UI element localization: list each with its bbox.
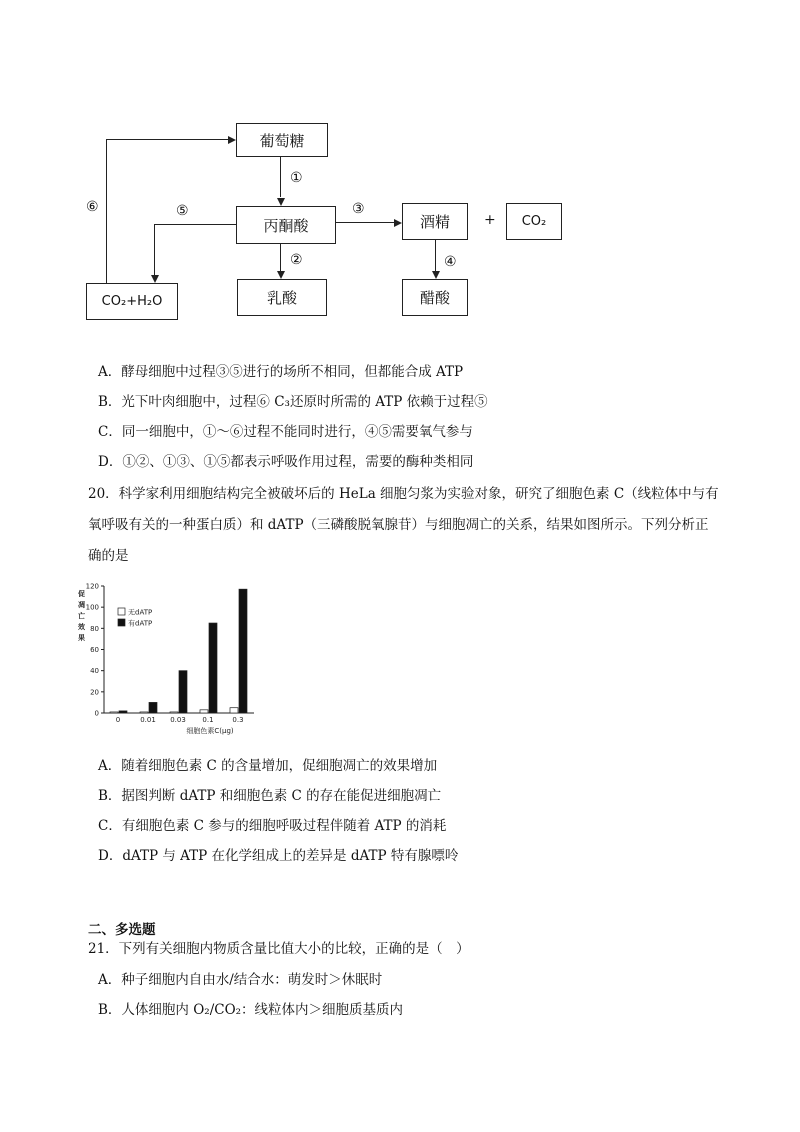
y-axis-label-char: 亡 <box>78 612 85 620</box>
x-tick-label: 0.1 <box>202 716 214 724</box>
step-4-label: ④ <box>444 254 457 270</box>
q20-stem-line1: 20．科学家利用细胞结构完全被破坏后的 HeLa 细胞匀浆为实验对象，研究了细胞色素 C（线粒体中与有 <box>88 486 719 502</box>
y-tick-label: 80 <box>90 624 99 633</box>
legend-swatch <box>118 619 125 626</box>
bar-without-datp <box>200 710 208 713</box>
bar-without-datp <box>110 712 118 713</box>
pyruvate-box: 丙酮酸 <box>236 206 336 244</box>
co2-h2o-box: CO₂+H₂O <box>86 283 178 320</box>
legend-swatch <box>118 608 125 615</box>
y-tick-label: 60 <box>90 646 99 654</box>
arrow-down-icon <box>277 271 285 279</box>
bar-with-datp <box>209 623 217 713</box>
q19-option-b: B．光下叶肉细胞中，过程⑥ C₃还原时所需的 ATP 依赖于过程⑤ <box>98 394 488 410</box>
x-tick-label: 0.01 <box>140 716 156 724</box>
q20-option-c: C．有细胞色素 C 参与的细胞呼吸过程伴随着 ATP 的消耗 <box>98 818 447 834</box>
y-tick-label: 40 <box>90 667 99 676</box>
q19-option-c: C．同一细胞中，①～⑥过程不能同时进行，④⑤需要氧气参与 <box>98 424 473 440</box>
x-tick-label: 0.3 <box>232 716 244 724</box>
y-tick-label: 0 <box>94 709 99 718</box>
y-tick-label: 100 <box>85 603 99 612</box>
section-title: 二、多选题 <box>88 922 156 938</box>
lactic-acid-box: 乳酸 <box>237 279 327 316</box>
y-tick-label: 120 <box>85 582 99 591</box>
step-5-label: ⑤ <box>176 203 189 219</box>
y-axis-label-char: 促 <box>78 590 85 598</box>
q20-stem-line2: 氧呼吸有关的一种蛋白质）和 dATP（三磷酸脱氧腺苷）与细胞凋亡的关系，结果如图所示。下列分析正 <box>88 517 709 533</box>
bar-with-datp <box>119 711 127 713</box>
x-axis-label: 细胞色素C(μg) <box>186 727 234 735</box>
arrow-right-icon <box>394 219 402 227</box>
arrow-down-icon <box>432 271 440 279</box>
apoptosis-bar-chart <box>70 576 290 736</box>
step-3-label: ③ <box>352 201 365 217</box>
step-1-label: ① <box>290 170 303 186</box>
glucose-box: 葡萄糖 <box>236 123 328 157</box>
step-2-label: ② <box>290 252 303 268</box>
bar-without-datp <box>170 712 178 713</box>
alcohol-box: 酒精 <box>402 203 468 240</box>
q21-option-b: B．人体细胞内 O₂/CO₂：线粒体内＞细胞质基质内 <box>98 1002 404 1018</box>
q19-option-d: D．①②、①③、①⑤都表示呼吸作用过程，需要的酶种类相同 <box>98 454 474 470</box>
bar-with-datp <box>179 671 187 713</box>
acetic-acid-box: 醋酸 <box>402 279 468 316</box>
y-axis-label-char: 效 <box>78 623 85 631</box>
bar-without-datp <box>140 712 148 713</box>
plus-sign: + <box>484 212 496 228</box>
co2-box: CO₂ <box>506 203 562 240</box>
legend-label: 有dATP <box>128 619 153 628</box>
arrow-down-icon <box>277 198 285 206</box>
q21-option-a: A．种子细胞内自由水/结合水：萌发时＞休眠时 <box>98 972 383 988</box>
arrow-right-icon <box>228 136 236 144</box>
bar-with-datp <box>149 702 157 713</box>
legend-label: 无dATP <box>128 608 153 617</box>
arrow-down-icon <box>151 275 159 283</box>
y-axis-label-char: 果 <box>78 634 85 642</box>
q20-option-a: A．随着细胞色素 C 的含量增加，促细胞凋亡的效果增加 <box>98 758 438 774</box>
bar-without-datp <box>230 708 238 713</box>
q20-option-d: D．dATP 与 ATP 在化学组成上的差异是 dATP 特有腺嘌呤 <box>98 848 459 864</box>
y-tick-label: 20 <box>90 688 99 697</box>
step-6-label: ⑥ <box>86 199 99 215</box>
q20-option-b: B．据图判断 dATP 和细胞色素 C 的存在能促进细胞凋亡 <box>98 788 442 804</box>
x-tick-label: 0.03 <box>170 716 186 724</box>
bar-with-datp <box>239 589 247 713</box>
q20-stem-line3: 确的是 <box>88 548 129 564</box>
y-axis-label-char: 凋 <box>78 601 85 609</box>
q21-stem: 21．下列有关细胞内物质含量比值大小的比较，正确的是（ ） <box>88 941 470 957</box>
x-tick-label: 0 <box>115 716 121 724</box>
q19-option-a: A．酵母细胞中过程③⑤进行的场所不相同，但都能合成 ATP <box>98 364 464 380</box>
